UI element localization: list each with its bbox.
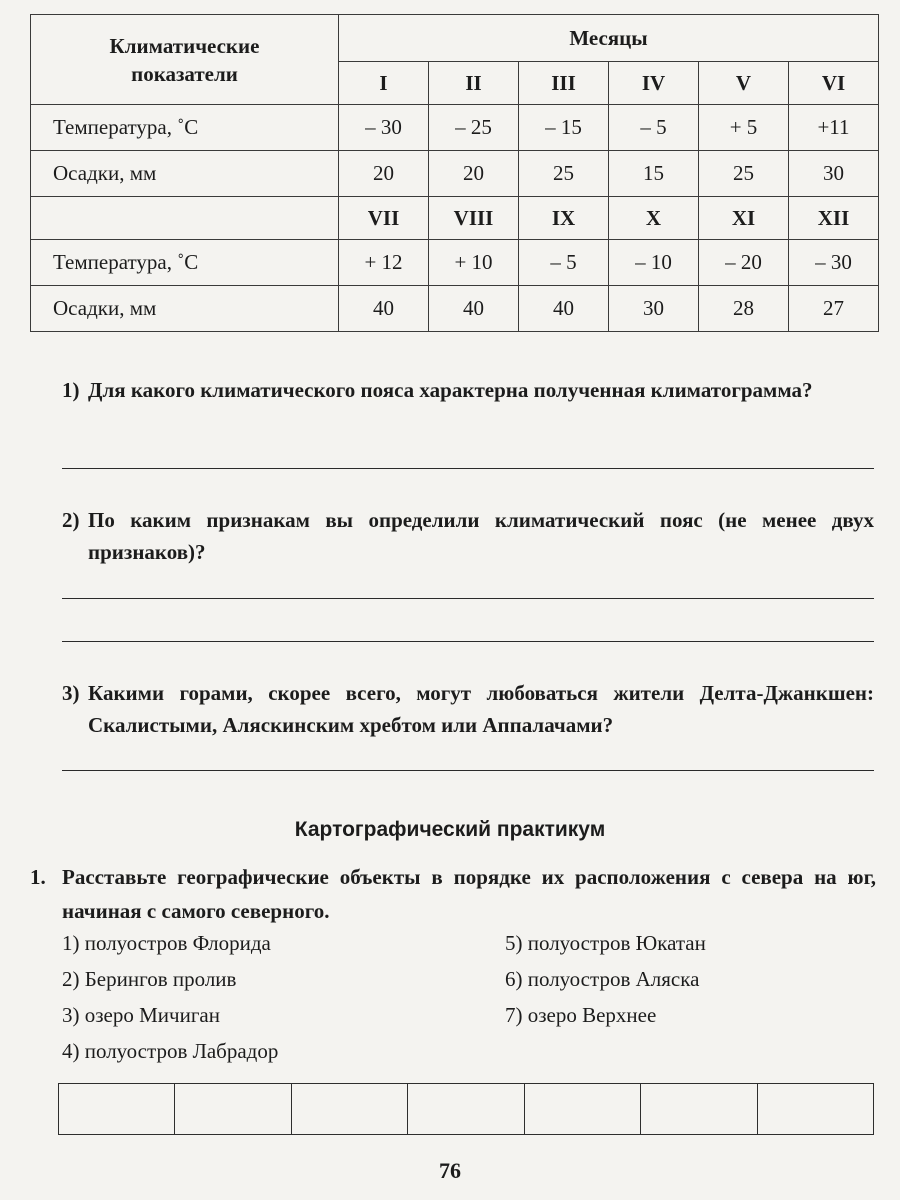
row-label-temperature: Температура, ˚C <box>31 105 339 151</box>
month-cell: VI <box>789 62 879 105</box>
empty-label-cell <box>31 197 339 240</box>
precipitation-cell: 25 <box>699 151 789 197</box>
precipitation-cell: 20 <box>339 151 429 197</box>
answer-cell[interactable] <box>408 1084 524 1135</box>
temperature-cell: – 5 <box>519 240 609 286</box>
month-cell: XII <box>789 197 879 240</box>
precipitation-cell: 25 <box>519 151 609 197</box>
month-cell: X <box>609 197 699 240</box>
temperature-cell: – 30 <box>339 105 429 151</box>
table-header-indicators: Климатические показатели <box>31 15 339 105</box>
answer-cell[interactable] <box>757 1084 873 1135</box>
answer-cell[interactable] <box>524 1084 640 1135</box>
temperature-cell: – 10 <box>609 240 699 286</box>
month-cell: III <box>519 62 609 105</box>
answer-cell[interactable] <box>641 1084 757 1135</box>
answer-line[interactable] <box>62 468 874 469</box>
question-text: Для какого климатического пояса характерна полученная климатограмма? <box>88 378 813 402</box>
temperature-cell: – 25 <box>429 105 519 151</box>
option-item: 3) озеро Мичиган <box>62 1003 220 1027</box>
month-cell: IX <box>519 197 609 240</box>
option-item: 1) полуостров Флорида <box>62 931 271 955</box>
month-cell: II <box>429 62 519 105</box>
option-item: 5) полуостров Юкатан <box>505 931 706 955</box>
temperature-cell: + 5 <box>699 105 789 151</box>
climate-table <box>30 14 879 332</box>
month-cell: V <box>699 62 789 105</box>
question-text: По каким признакам вы определили климатический пояс (не менее двух признаков)? <box>88 508 874 564</box>
answer-order-grid <box>58 1083 874 1135</box>
month-cell: IV <box>609 62 699 105</box>
question-1 <box>62 374 874 406</box>
precipitation-cell: 40 <box>429 286 519 332</box>
precipitation-cell: 27 <box>789 286 879 332</box>
temperature-cell: + 12 <box>339 240 429 286</box>
row-label-precipitation: Осадки, мм <box>31 151 339 197</box>
option-item: 7) озеро Верхнее <box>505 1003 657 1027</box>
answer-cell[interactable] <box>59 1084 175 1135</box>
precipitation-cell: 30 <box>789 151 879 197</box>
temperature-cell: – 30 <box>789 240 879 286</box>
precipitation-cell: 28 <box>699 286 789 332</box>
answer-line[interactable] <box>62 770 874 771</box>
precipitation-cell: 40 <box>339 286 429 332</box>
temperature-cell: – 15 <box>519 105 609 151</box>
row-label-precipitation: Осадки, мм <box>31 286 339 332</box>
option-item: 6) полуостров Аляска <box>505 967 700 991</box>
temperature-cell: +11 <box>789 105 879 151</box>
question-number: 3) <box>62 681 80 705</box>
question-number: 1) <box>62 378 80 402</box>
temperature-cell: – 5 <box>609 105 699 151</box>
temperature-cell: + 10 <box>429 240 519 286</box>
question-2 <box>62 504 874 568</box>
precipitation-cell: 15 <box>609 151 699 197</box>
precipitation-cell: 30 <box>609 286 699 332</box>
month-cell: VII <box>339 197 429 240</box>
question-number: 2) <box>62 508 80 532</box>
answer-line[interactable] <box>62 641 874 642</box>
month-cell: XI <box>699 197 789 240</box>
option-item: 2) Берингов пролив <box>62 967 237 991</box>
question-3 <box>62 677 874 741</box>
task-text: Расставьте географические объекты в порядке их расположения с севера на юг, начиная с самого северного. <box>62 865 876 923</box>
task-number: 1. <box>30 865 46 889</box>
table-header-months: Месяцы <box>339 15 879 62</box>
page-number: 76 <box>439 1158 461 1183</box>
section-title: Картографический практикум <box>294 818 606 841</box>
precipitation-cell: 20 <box>429 151 519 197</box>
answer-line[interactable] <box>62 598 874 599</box>
month-cell: I <box>339 62 429 105</box>
task-1 <box>30 860 876 928</box>
month-cell: VIII <box>429 197 519 240</box>
question-text: Какими горами, скорее всего, могут любоваться жители Делта-Джанкшен: Скалистыми, Аляскинским хребтом или Аппалачами? <box>88 681 874 737</box>
answer-cell[interactable] <box>175 1084 291 1135</box>
option-item: 4) полуостров Лабрадор <box>62 1039 279 1063</box>
temperature-cell: – 20 <box>699 240 789 286</box>
row-label-temperature: Температура, ˚C <box>31 240 339 286</box>
precipitation-cell: 40 <box>519 286 609 332</box>
answer-cell[interactable] <box>291 1084 407 1135</box>
